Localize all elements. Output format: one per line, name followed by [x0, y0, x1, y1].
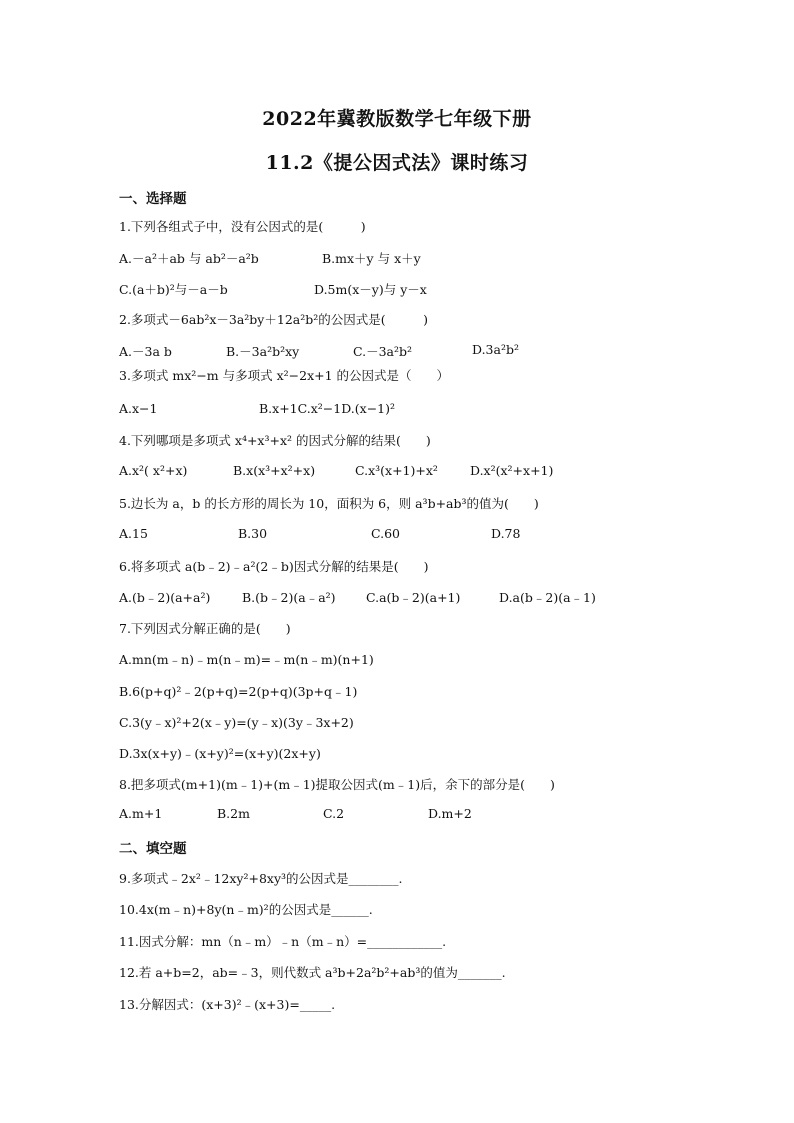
question-6-stem: 6.将多项式 a(b﹣2)﹣a²(2﹣b)因式分解的结果是( ) — [119, 559, 429, 574]
question-2-stem: 2.多项式－6ab²x－3a²by＋12a²b²的公因式是( ) — [119, 312, 429, 327]
question-3-option-a: A.x−1 — [119, 401, 158, 416]
question-8-option-c: C.2 — [323, 806, 345, 821]
document-title: 2022年冀教版数学七年级下册 — [262, 108, 532, 130]
question-2-option-a: A.－3a b — [119, 344, 172, 359]
question-9: 9.多项式﹣2x²﹣12xy²+8xy³的公因式是________. — [119, 871, 403, 886]
question-6-option-d: D.a(b﹣2)(a﹣1) — [499, 590, 596, 605]
question-6-option-c: C.a(b﹣2)(a+1) — [366, 590, 461, 605]
question-2-option-c: C.－3a²b² — [353, 344, 413, 359]
question-5-option-c: C.60 — [371, 526, 400, 541]
question-4-stem: 4.下列哪项是多项式 x⁴+x³+x² 的因式分解的结果( ) — [119, 433, 431, 448]
question-5-option-a: A.15 — [119, 526, 148, 541]
question-1-option-d: D.5m(x－y)与 y－x — [314, 282, 427, 297]
section-heading-fill: 二、填空题 — [119, 841, 187, 857]
question-8-option-d: D.m+2 — [428, 806, 472, 821]
question-11: 11.因式分解：mn（n﹣m）﹣n（m﹣n）=____________. — [119, 934, 447, 949]
question-2-option-b: B.－3a²b²xy — [226, 344, 300, 359]
question-7-option-c: C.3(y﹣x)²+2(x﹣y)=(y﹣x)(3y﹣3x+2) — [119, 715, 354, 730]
section-heading-choice: 一、选择题 — [119, 191, 187, 207]
question-6-option-a: A.(b﹣2)(a+a²) — [119, 590, 211, 605]
question-4-option-c: C.x³(x+1)+x² — [355, 463, 438, 478]
question-13: 13.分解因式：(x+3)²﹣(x+3)=_____. — [119, 997, 336, 1012]
question-4-option-d: D.x²(x²+x+1) — [470, 463, 554, 478]
question-6-option-b: B.(b﹣2)(a﹣a²) — [242, 590, 336, 605]
question-7-stem: 7.下列因式分解正确的是( ) — [119, 621, 291, 636]
question-12: 12.若 a+b=2，ab=﹣3，则代数式 a³b+2a²b²+ab³的值为_______. — [119, 965, 506, 980]
question-5-stem: 5.边长为 a，b 的长方形的周长为 10，面积为 6，则 a³b+ab³的值为( ) — [119, 496, 539, 511]
question-3-option-bcd: B.x+1C.x²−1D.(x−1)² — [259, 401, 396, 416]
question-5-option-d: D.78 — [491, 526, 521, 541]
question-7-option-b: B.6(p+q)²﹣2(p+q)=2(p+q)(3p+q﹣1) — [119, 684, 358, 699]
question-8-option-b: B.2m — [217, 806, 250, 821]
question-8-stem: 8.把多项式(m+1)(m﹣1)+(m﹣1)提取公因式(m﹣1)后，余下的部分是( ) — [119, 777, 555, 792]
question-1-option-b: B.mx＋y 与 x＋y — [322, 251, 421, 266]
question-1-stem: 1.下列各组式子中，没有公因式的是( ) — [119, 219, 366, 234]
document-subtitle: 11.2《提公因式法》课时练习 — [265, 152, 529, 174]
question-1-option-c: C.(a＋b)²与－a－b — [119, 282, 228, 297]
question-5-option-b: B.30 — [238, 526, 268, 541]
question-8-option-a: A.m+1 — [119, 806, 163, 821]
question-3-stem: 3.多项式 mx²−m 与多项式 x²−2x+1 的公因式是（ ） — [119, 368, 450, 383]
question-7-option-d: D.3x(x+y)﹣(x+y)²=(x+y)(2x+y) — [119, 746, 321, 761]
question-1-option-a: A.－a²＋ab 与 ab²－a²b — [119, 251, 259, 266]
question-4-option-b: B.x(x³+x²+x) — [233, 463, 316, 478]
question-7-option-a: A.mn(m﹣n)﹣m(n﹣m)=﹣m(n﹣m)(n+1) — [119, 652, 374, 667]
question-4-option-a: A.x²( x²+x) — [119, 463, 188, 478]
question-10: 10.4x(m﹣n)+8y(n﹣m)²的公因式是______. — [119, 902, 373, 917]
question-2-option-d: D.3a²b² — [472, 342, 519, 357]
